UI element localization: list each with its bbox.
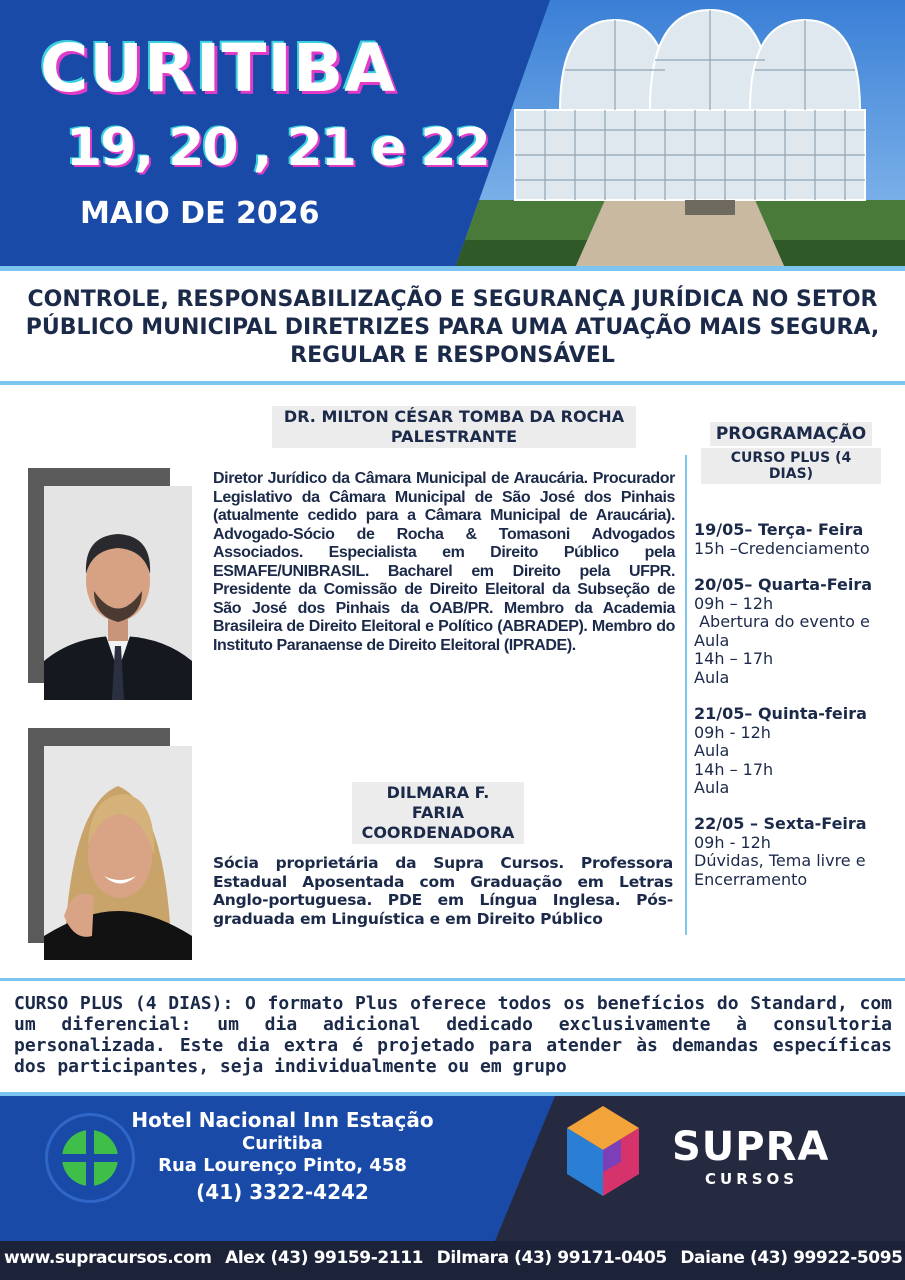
speaker2-name: DILMARA F. FARIA — [386, 783, 490, 822]
divider — [0, 266, 905, 271]
program-day-line: 14h – 17h — [694, 649, 774, 668]
program-day-line: 15h –Credenciamento — [694, 538, 870, 558]
program-day-date: 20/05– Quarta-Feira — [694, 575, 873, 594]
man-portrait-icon — [44, 486, 192, 700]
divider — [0, 381, 905, 385]
event-month: MAIO DE 2026 — [80, 196, 320, 231]
divider — [0, 978, 905, 981]
course-title-line: CONTROLE, RESPONSABILIZAÇÃO E SEGURANÇA JURÍDICA NO SETOR — [27, 287, 878, 312]
course-title-line: REGULAR E RESPONSÁVEL — [290, 343, 615, 368]
venue-address: Rua Lourenço Pinto, 458 — [158, 1155, 407, 1176]
program-day-line: Aula — [694, 667, 730, 687]
program-day-line: Dúvidas, Tema livre e — [694, 851, 866, 870]
speaker2-label — [352, 782, 524, 844]
program-divider — [685, 455, 687, 935]
program-day-line: 09h – 12h — [694, 593, 774, 613]
contact-daiane: Daiane (43) 99922-5095 — [680, 1248, 903, 1268]
greenhouse-photo — [455, 0, 905, 268]
brand-subtitle: CURSOS — [705, 1170, 799, 1188]
speaker2-role: COORDENADORA — [361, 823, 515, 842]
program-subtitle: CURSO PLUS (4 DIAS) — [701, 448, 881, 484]
contact-dilmara: Dilmara (43) 99171-0405 — [436, 1248, 667, 1268]
program-day-line: Encerramento — [694, 869, 808, 889]
venue-info — [110, 1108, 455, 1207]
speaker1-label — [272, 406, 636, 448]
event-dates: 19, 20 , 21 e 22 — [66, 118, 489, 178]
venue-name: Hotel Nacional Inn Estação — [131, 1108, 434, 1132]
speaker1-bio: Diretor Jurídico da Câmara Municipal de Araucária. Procurador Legislativo da Câmara Municipal de São José dos Pinhais (atualmente cedido para a Câmara Municipal de Araucária). Advogado-Sócio de Rocha & Tomasoni Advogados Associados. Especialista em Direito Público pela ESMAFE/UNIBRASIL. Bacharel em Direito pela UFPR. Presidente da Comissão de Direito Eleitoral da Subseção de São José dos Pinhais da OAB/PR. Membro da Academia Brasileira de Direito Eleitoral e Político (ABRADEP). Membro do Instituto Paranaense de Direito Eleitoral (IPRADE). — [213, 470, 675, 654]
brand-name: SUPRA — [672, 1124, 830, 1170]
program-day — [694, 815, 867, 889]
speaker1-role: PALESTRANTE — [390, 427, 518, 446]
course-title-line: PÚBLICO MUNICIPAL DIRETRIZES PARA UMA ATUAÇÃO MAIS SEGURA, — [25, 315, 880, 340]
program-day-line: Aula — [694, 741, 730, 760]
website-link[interactable]: www.supracursos.com — [4, 1248, 212, 1268]
program-day-date: 21/05– Quinta-feira — [694, 704, 867, 723]
program-day-line: 14h – 17h — [694, 759, 774, 779]
program-day-line: Abertura do evento e — [694, 612, 870, 631]
plus-description: CURSO PLUS (4 DIAS): O formato Plus oferece todos os benefícios do Standard, com um diferencial: um dia adicional dedicado exclusivamente à consultoria personalizada. Este dia extra é projetado para atender às demandas específicas dos participantes, seja individualmente ou em grupo — [14, 993, 892, 1077]
program-day-line: 09h - 12h — [694, 832, 771, 852]
venue-city: Curitiba — [242, 1133, 323, 1154]
supra-logo-icon — [567, 1106, 639, 1196]
woman-portrait-icon — [44, 746, 192, 960]
venue-phone: (41) 3322-4242 — [196, 1180, 369, 1204]
contact-bar — [0, 1241, 905, 1280]
footer — [0, 1096, 905, 1241]
program-day-line: Aula — [694, 630, 730, 650]
contact-alex: Alex (43) 99159-2111 — [225, 1248, 424, 1268]
program-day — [694, 521, 870, 558]
program-day — [694, 576, 872, 687]
program-header — [701, 422, 881, 484]
program-day-line: Aula — [694, 778, 730, 797]
header-banner — [0, 0, 905, 268]
program-day — [694, 705, 867, 798]
program-day-line: 09h - 12h — [694, 722, 771, 742]
speaker2-bio: Sócia proprietária da Supra Cursos. Professora Estadual Aposentada com Graduação em Letras Anglo-portuguesa. PDE em Língua Inglesa. Pós-graduada em Linguística e em Direito Público — [213, 854, 673, 928]
program-day-date: 22/05 – Sexta-Feira — [694, 814, 867, 833]
course-title — [20, 286, 885, 370]
speaker1-name: DR. MILTON CÉSAR TOMBA DA ROCHA — [283, 407, 625, 426]
program-title: PROGRAMAÇÃO — [710, 422, 872, 446]
city-heading: CURITIBA — [40, 30, 397, 107]
program-day-date: 19/05– Terça- Feira — [694, 520, 864, 539]
